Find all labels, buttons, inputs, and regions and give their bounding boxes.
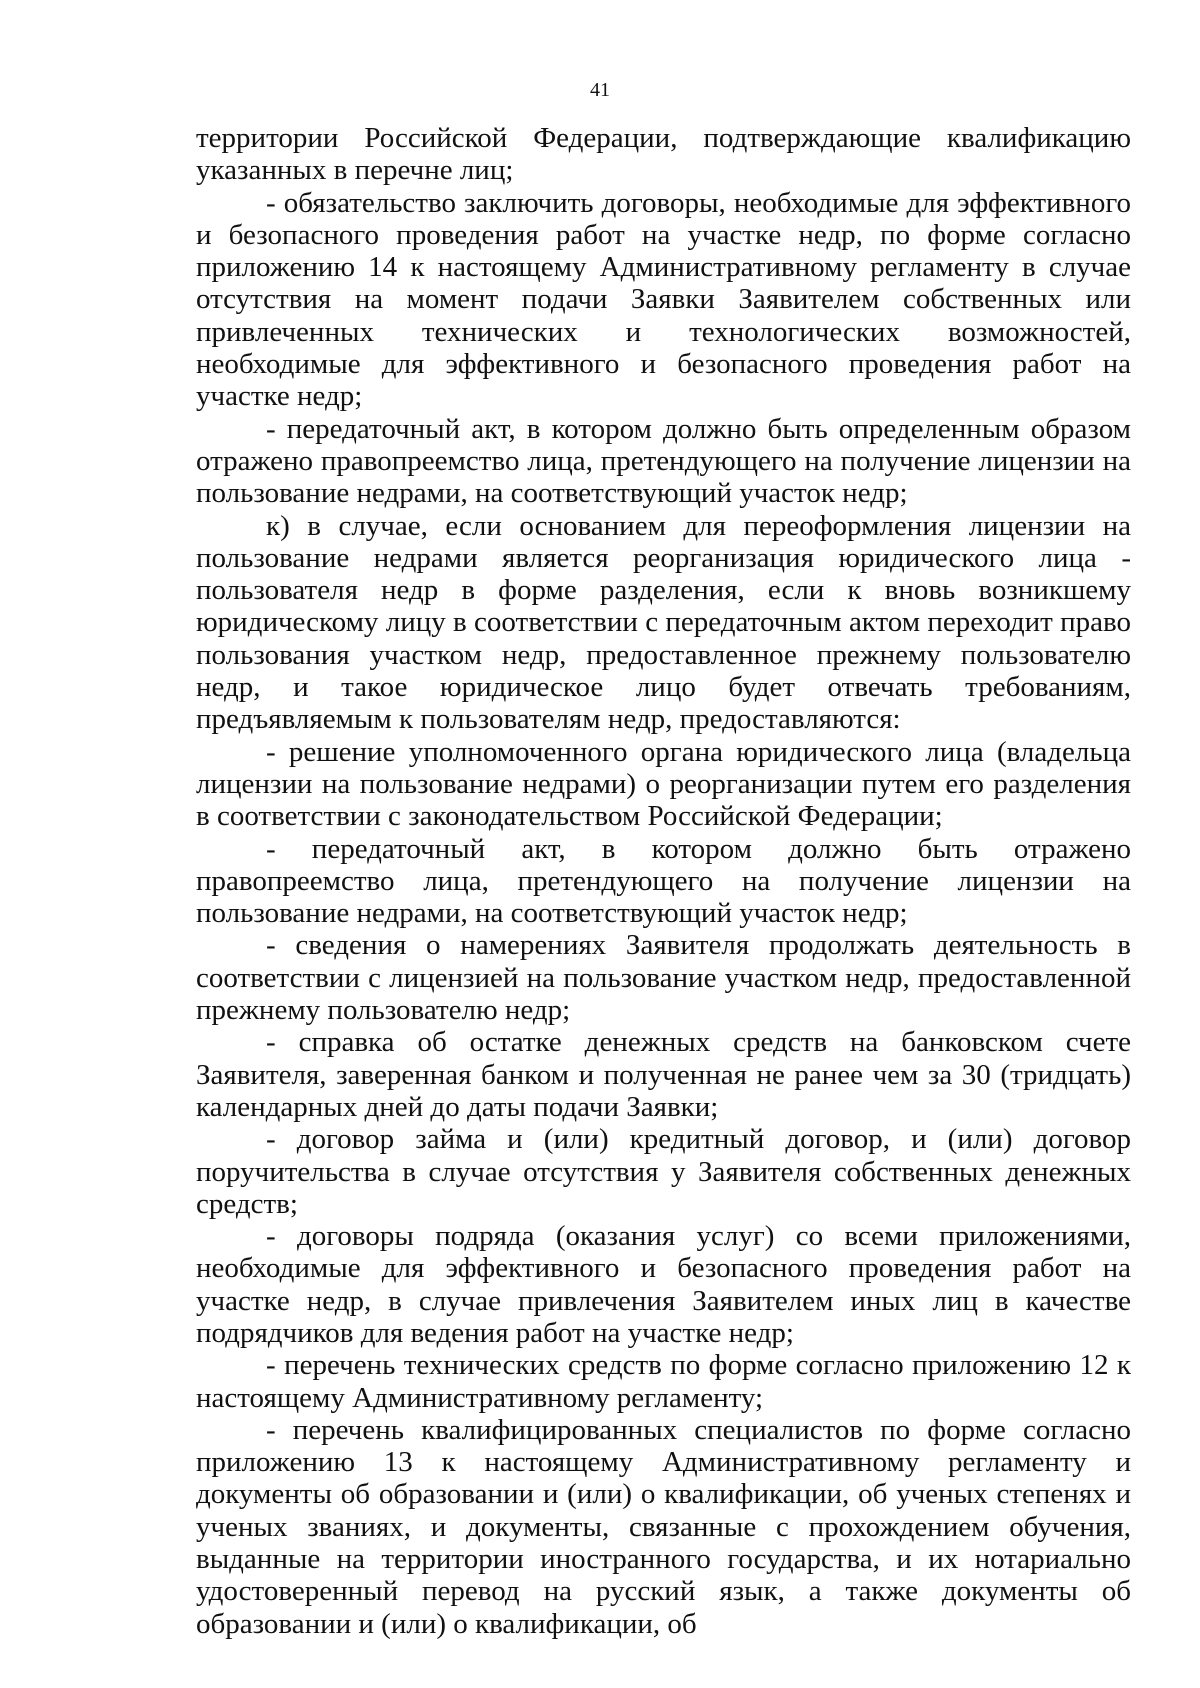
paragraph: - договор займа и (или) кредитный договор, и (или) договор поручительства в случае отсутствия у Заявителя собственных денежных средств; [196,1123,1131,1220]
paragraph: - договоры подряда (оказания услуг) со всеми приложениями, необходимые для эффективного и безопасного проведения работ на участке недр, в случае привлечения Заявителем иных лиц в качестве подрядчиков для ведения работ на участке недр; [196,1220,1131,1349]
body-text [196,122,1131,1640]
paragraph: - перечень технических средств по форме согласно приложению 12 к настоящему Административному регламенту; [196,1349,1131,1414]
paragraph: - решение уполномоченного органа юридического лица (владельца лицензии на пользование недрами) о реорганизации путем его разделения в соответствии с законодательством Российской Федерации; [196,735,1131,833]
page-number: 41 [590,79,610,101]
paragraph: территории Российской Федерации, подтверждающие квалификацию указанных в перечне лиц; [196,122,1131,187]
paragraph: - передаточный акт, в котором должно быть определенным образом отражено правопреемство лица, претендующего на получение лицензии на пользование недрами, на соответствующий участок недр; [196,412,1131,510]
paragraph: - обязательство заключить договоры, необходимые для эффективного и безопасного проведения работ на участке недр, по форме согласно приложению 14 к настоящему Административному регламенту в случае отсутствия на момент подачи Заявки Заявителем собственных или привлеченных технических и технологических возможностей, необходимые для эффективного и безопасного проведения работ на участке недр; [196,186,1131,413]
paragraph: к) в случае, если основанием для переоформления лицензии на пользование недрами является реорганизация юридического лица - пользователя недр в форме разделения, если к вновь возникшему юридическому лицу в соответствии с передаточным актом переходит право пользования участком недр, предоставленное прежнему пользователю недр, и такое юридическое лицо будет отвечать требованиям, предъявляемым к пользователям недр, предоставляются: [196,509,1131,736]
paragraph: - передаточный акт, в котором должно быть отражено правопреемство лица, претендующего на получение лицензии на пользование недрами, на соответствующий участок недр; [196,832,1131,930]
paragraph: - сведения о намерениях Заявителя продолжать деятельность в соответствии с лицензией на пользование участком недр, предоставленной прежнему пользователю недр; [196,929,1131,1027]
paragraph: - справка об остатке денежных средств на банковском счете Заявителя, заверенная банком и полученная не ранее чем за 30 (тридцать) календарных дней до даты подачи Заявки; [196,1026,1131,1123]
paragraph: - перечень квалифицированных специалистов по форме согласно приложению 13 к настоящему Административному регламенту и документы об образовании и (или) о квалификации, об ученых степенях и ученых званиях, и документы, связанные с прохождением обучения, выданные на территории иностранного государства, и их нотариально удостоверенный перевод на русский язык, а также документы об образовании и (или) о квалификации, об [196,1413,1131,1640]
